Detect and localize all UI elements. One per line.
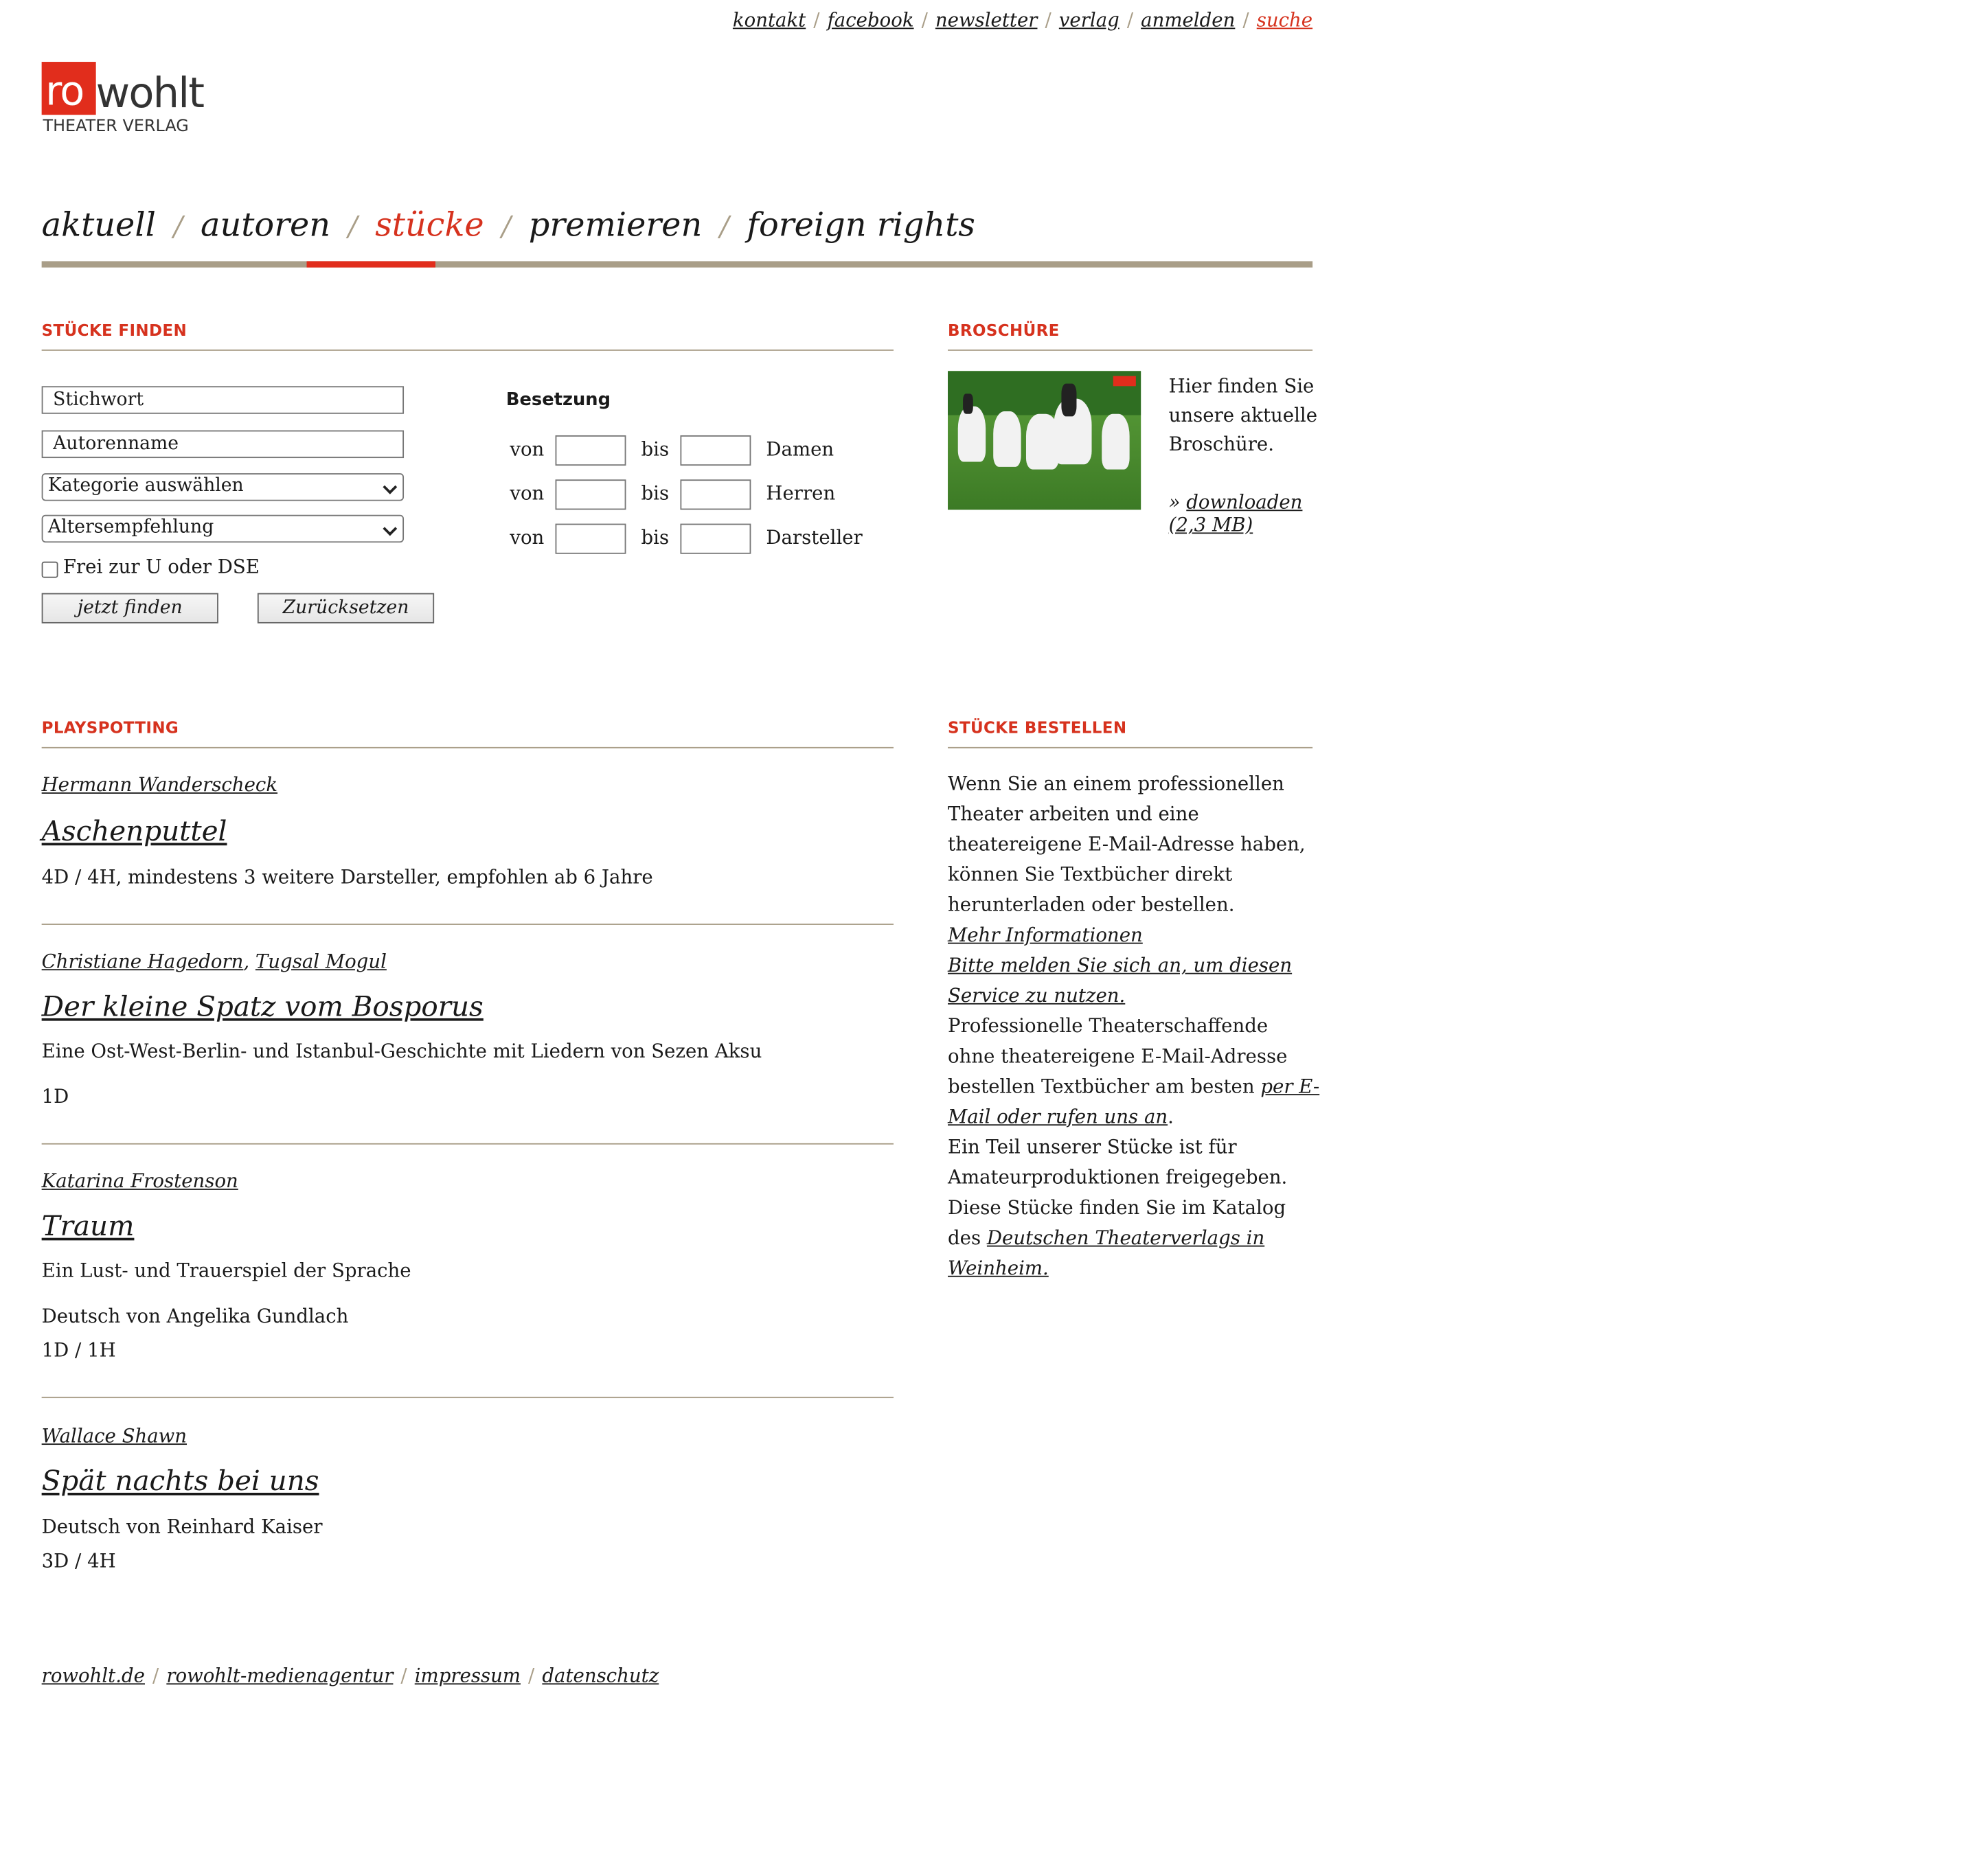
search-heading: STÜCKE FINDEN (41, 320, 187, 340)
footer-link-rowohlt[interactable]: rowohlt.de (41, 1664, 145, 1687)
brochure-download-link[interactable]: downloaden (2,3 MB) (1168, 490, 1303, 536)
play-cast: 1D / 1H (41, 1338, 116, 1362)
nav-premieren[interactable]: premieren (528, 207, 703, 245)
cast-damen-label: Damen (766, 437, 834, 461)
cast-heading: Besetzung (505, 389, 611, 411)
footer-link-datenschutz[interactable]: datenschutz (542, 1664, 659, 1687)
cast-from-label: von (510, 437, 545, 461)
logo-wohlt: wohlt (95, 68, 204, 117)
cast-from-label: von (510, 526, 545, 549)
age-select-value: Altersempfehlung (47, 517, 214, 538)
play-author-link[interactable]: Tugsal Mogul (255, 950, 387, 973)
reset-button[interactable]: Zurücksetzen (258, 593, 434, 624)
cast-damen-from-input[interactable] (556, 435, 626, 466)
login-link[interactable]: Bitte melden Sie sich an, um diesen Service zu nutzen. (948, 954, 1293, 1007)
category-select-value: Kategorie auswählen (47, 475, 244, 496)
link-suche[interactable]: suche (1256, 8, 1313, 32)
nav-foreign-rights[interactable]: foreign rights (747, 207, 975, 245)
play-cast: 3D / 4H (41, 1549, 116, 1572)
divider (948, 350, 1312, 351)
brochure-download (1169, 491, 1314, 536)
link-facebook[interactable]: facebook (827, 8, 914, 32)
rowohlt-logo[interactable] (42, 62, 231, 137)
nav-underline-bar (42, 261, 1312, 267)
nav-active-indicator (307, 261, 435, 267)
cast-from-label: von (510, 481, 545, 505)
cast-darsteller-to-input[interactable] (680, 524, 751, 554)
cast-damen-to-input[interactable] (680, 435, 751, 466)
frei-checkbox[interactable] (42, 562, 58, 578)
play-author-link[interactable]: Christiane Hagedorn, Tugsal Mogul (41, 950, 387, 973)
play-author-link[interactable]: Christiane Hagedorn (41, 950, 244, 973)
chevron-down-icon (383, 522, 397, 536)
order-paragraph-3: Ein Teil unserer Stücke ist für Amateurproduktionen freigegeben. Diese Stücke finden Sie im Katalog des Deutschen Theaterverlags in Weinheim. (948, 1135, 1288, 1280)
order-paragraph-1: Wenn Sie an einem professionellen Theater arbeiten und eine theatereigene E-Mail-Adresse haben, können Sie Textbücher direkt herunterladen oder bestellen. (948, 772, 1306, 917)
order-paragraph-2: Professionelle Theaterschaffende ohne theatereigene E-Mail-Adresse bestellen Textbücher am besten per E-Mail oder rufen uns an. (948, 1014, 1320, 1128)
logo-subtitle: THEATER VERLAG (43, 117, 189, 137)
cast-herren-from-input[interactable] (556, 479, 626, 510)
keyword-input[interactable]: Stichwort (42, 386, 404, 413)
play-title-link[interactable]: Der kleine Spatz vom Bosporus (41, 992, 484, 1024)
author-input[interactable]: Autorenname (42, 431, 404, 458)
cast-herren-label: Herren (766, 481, 836, 505)
play-author-link[interactable]: Hermann Wanderscheck (41, 773, 278, 797)
play-translation: Deutsch von Reinhard Kaiser (41, 1515, 323, 1539)
play-description: Ein Lust- und Trauerspiel der Sprache (41, 1259, 411, 1283)
main-nav: aktuell / autoren / stücke / premieren / foreign rights (41, 207, 975, 245)
divider (948, 747, 1312, 748)
age-select[interactable] (42, 515, 404, 542)
brochure-text: Hier finden Sie unsere aktuelle Broschüre. (1168, 374, 1318, 456)
divider (42, 1397, 894, 1398)
cast-darsteller-label: Darsteller (766, 526, 863, 549)
cast-herren-to-input[interactable] (680, 479, 751, 510)
link-verlag[interactable]: verlag (1058, 8, 1119, 32)
dtv-weinheim-link[interactable]: Deutschen Theaterverlags in Weinheim. (948, 1226, 1265, 1280)
play-title-link[interactable]: Traum (41, 1211, 135, 1244)
play-description: Eine Ost-West-Berlin- und Istanbul-Geschichte mit Liedern von Sezen Aksu (41, 1040, 762, 1063)
order-heading: STÜCKE BESTELLEN (948, 718, 1127, 737)
link-kontakt[interactable]: kontakt (732, 8, 806, 32)
brochure-heading: BROSCHÜRE (948, 320, 1060, 340)
play-translation: Deutsch von Angelika Gundlach (41, 1305, 349, 1328)
play-cast: 1D (41, 1085, 69, 1108)
divider (42, 747, 894, 748)
cast-to-label: bis (641, 481, 670, 505)
play-description: 4D / 4H, mindestens 3 weitere Darsteller, empfohlen ab 6 Jahre (41, 865, 653, 889)
footer-links: rowohlt.de / rowohlt-medienagentur / impressum / datenschutz (41, 1664, 659, 1687)
top-links: kontakt / facebook / newsletter / verlag / anmelden / suche (732, 8, 1313, 32)
play-author-link[interactable]: Katarina Frostenson (41, 1169, 238, 1193)
playspotting-heading: PLAYSPOTTING (41, 718, 179, 737)
order-text (948, 768, 1320, 1283)
category-select[interactable] (42, 473, 404, 501)
cast-to-label: bis (641, 437, 670, 461)
brochure-cover-image[interactable] (948, 371, 1141, 510)
footer-link-impressum[interactable]: impressum (414, 1664, 521, 1687)
play-author-link[interactable]: Wallace Shawn (41, 1424, 187, 1448)
play-title-link[interactable]: Aschenputtel (41, 816, 227, 848)
more-info-link[interactable]: Mehr Informationen (948, 924, 1143, 947)
logo-ro: ro (42, 62, 96, 115)
nav-autoren[interactable]: autoren (200, 207, 331, 245)
brochure-link-prefix: » (1168, 490, 1181, 514)
frei-checkbox-label: Frei zur U oder DSE (62, 555, 260, 578)
email-contact-link[interactable]: per E-Mail oder rufen uns an (948, 1075, 1320, 1128)
footer-link-medienagentur[interactable]: rowohlt-medienagentur (166, 1664, 394, 1687)
link-anmelden[interactable]: anmelden (1141, 8, 1236, 32)
divider (42, 350, 894, 351)
nav-stuecke[interactable]: stücke (375, 207, 484, 245)
submit-button[interactable]: jetzt finden (42, 593, 218, 624)
link-newsletter[interactable]: newsletter (935, 8, 1038, 32)
divider (42, 1143, 894, 1145)
chevron-down-icon (383, 480, 397, 494)
nav-aktuell[interactable]: aktuell (41, 207, 156, 245)
divider (42, 924, 894, 925)
cast-darsteller-from-input[interactable] (556, 524, 626, 554)
play-title-link[interactable]: Spät nachts bei uns (41, 1466, 319, 1498)
cast-to-label: bis (641, 526, 670, 549)
